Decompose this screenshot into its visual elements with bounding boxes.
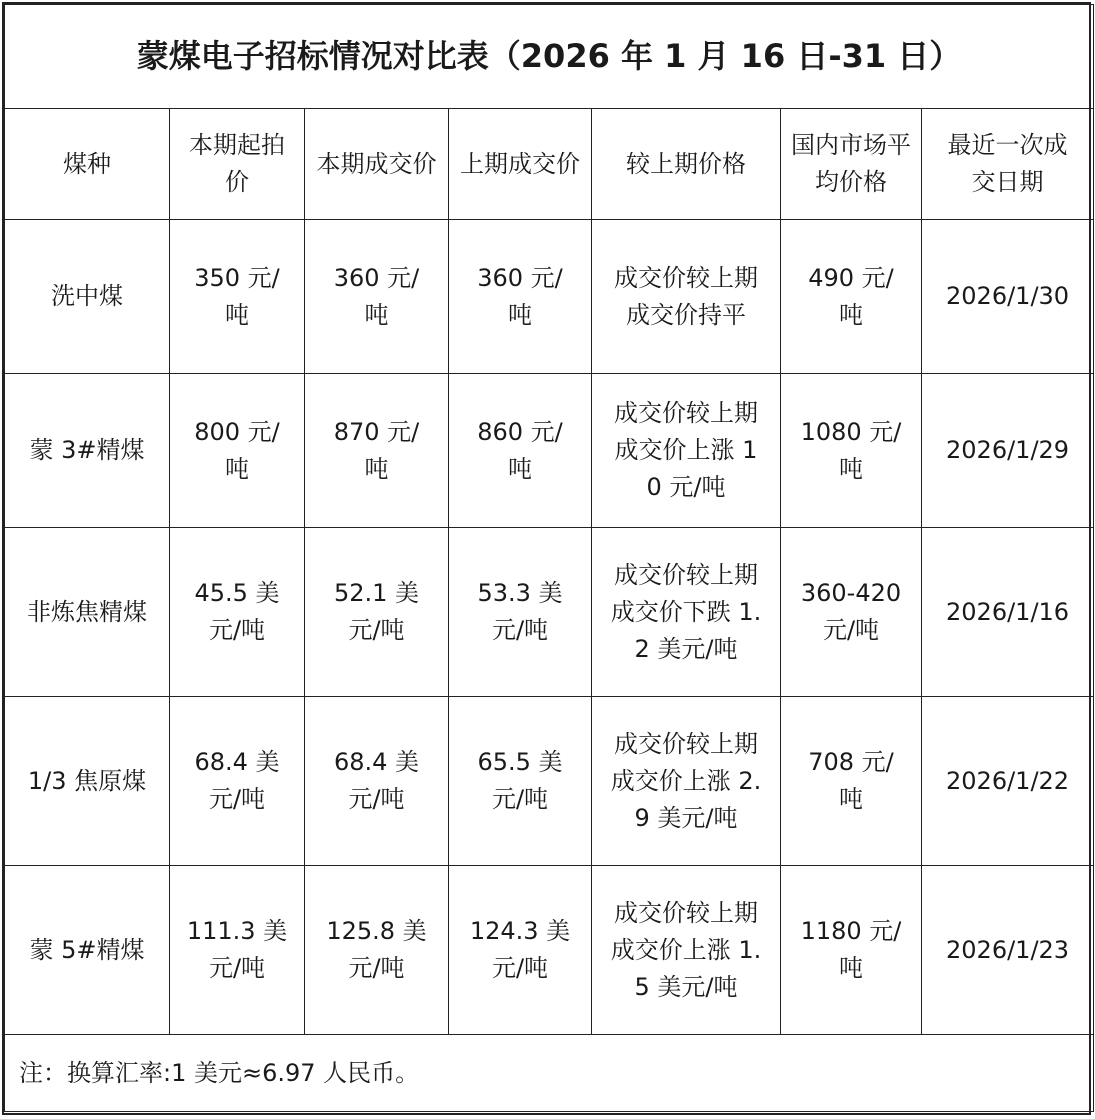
cell-current-deal: 360 元/吨 [305,220,449,374]
cell-start-price: 45.5 美元/吨 [170,528,305,697]
table-title: 蒙煤电子招标情况对比表（2026 年 1 月 16 日-31 日） [5,5,1094,109]
cell-start-price: 350 元/吨 [170,220,305,374]
cell-current-deal: 68.4 美元/吨 [305,697,449,866]
cell-domestic-avg: 360-420 元/吨 [781,528,922,697]
cell-last-deal-date: 2026/1/16 [922,528,1094,697]
cell-domestic-avg: 490 元/吨 [781,220,922,374]
cell-domestic-avg: 1080 元/吨 [781,374,922,528]
header-previous-deal: 上期成交价 [449,109,592,220]
cell-previous-deal: 124.3 美元/吨 [449,866,592,1035]
cell-previous-deal: 53.3 美元/吨 [449,528,592,697]
cell-start-price: 111.3 美元/吨 [170,866,305,1035]
cell-last-deal-date: 2026/1/30 [922,220,1094,374]
exchange-rate-note: 注：换算汇率:1 美元≈6.97 人民币。 [5,1035,1094,1112]
cell-change: 成交价较上期成交价持平 [592,220,781,374]
cell-domestic-avg: 708 元/吨 [781,697,922,866]
cell-coal-type: 洗中煤 [5,220,170,374]
cell-last-deal-date: 2026/1/22 [922,697,1094,866]
cell-start-price: 68.4 美元/吨 [170,697,305,866]
table-row [5,866,1094,1035]
cell-last-deal-date: 2026/1/23 [922,866,1094,1035]
table-row [5,220,1094,374]
cell-coal-type: 1/3 焦原煤 [5,697,170,866]
cell-change: 成交价较上期成交价上涨 1.5 美元/吨 [592,866,781,1035]
cell-change: 成交价较上期成交价下跌 1.2 美元/吨 [592,528,781,697]
header-current-deal: 本期成交价 [305,109,449,220]
cell-domestic-avg: 1180 元/吨 [781,866,922,1035]
cell-previous-deal: 860 元/吨 [449,374,592,528]
cell-previous-deal: 65.5 美元/吨 [449,697,592,866]
table-row [5,374,1094,528]
table-row [5,528,1094,697]
cell-current-deal: 125.8 美元/吨 [305,866,449,1035]
cell-coal-type: 蒙 5#精煤 [5,866,170,1035]
cell-previous-deal: 360 元/吨 [449,220,592,374]
comparison-table-sheet [2,2,1091,1115]
header-row [5,109,1094,220]
cell-start-price: 800 元/吨 [170,374,305,528]
header-change: 较上期价格 [592,109,781,220]
header-domestic-avg: 国内市场平均价格 [781,109,922,220]
cell-coal-type: 蒙 3#精煤 [5,374,170,528]
coal-bidding-table [4,4,1094,1112]
cell-current-deal: 52.1 美元/吨 [305,528,449,697]
header-coal-type: 煤种 [5,109,170,220]
cell-current-deal: 870 元/吨 [305,374,449,528]
header-last-deal-date: 最近一次成交日期 [922,109,1094,220]
table-row [5,697,1094,866]
cell-change: 成交价较上期成交价上涨 2.9 美元/吨 [592,697,781,866]
header-start-price: 本期起拍价 [170,109,305,220]
cell-change: 成交价较上期成交价上涨 10 元/吨 [592,374,781,528]
cell-coal-type: 非炼焦精煤 [5,528,170,697]
cell-last-deal-date: 2026/1/29 [922,374,1094,528]
